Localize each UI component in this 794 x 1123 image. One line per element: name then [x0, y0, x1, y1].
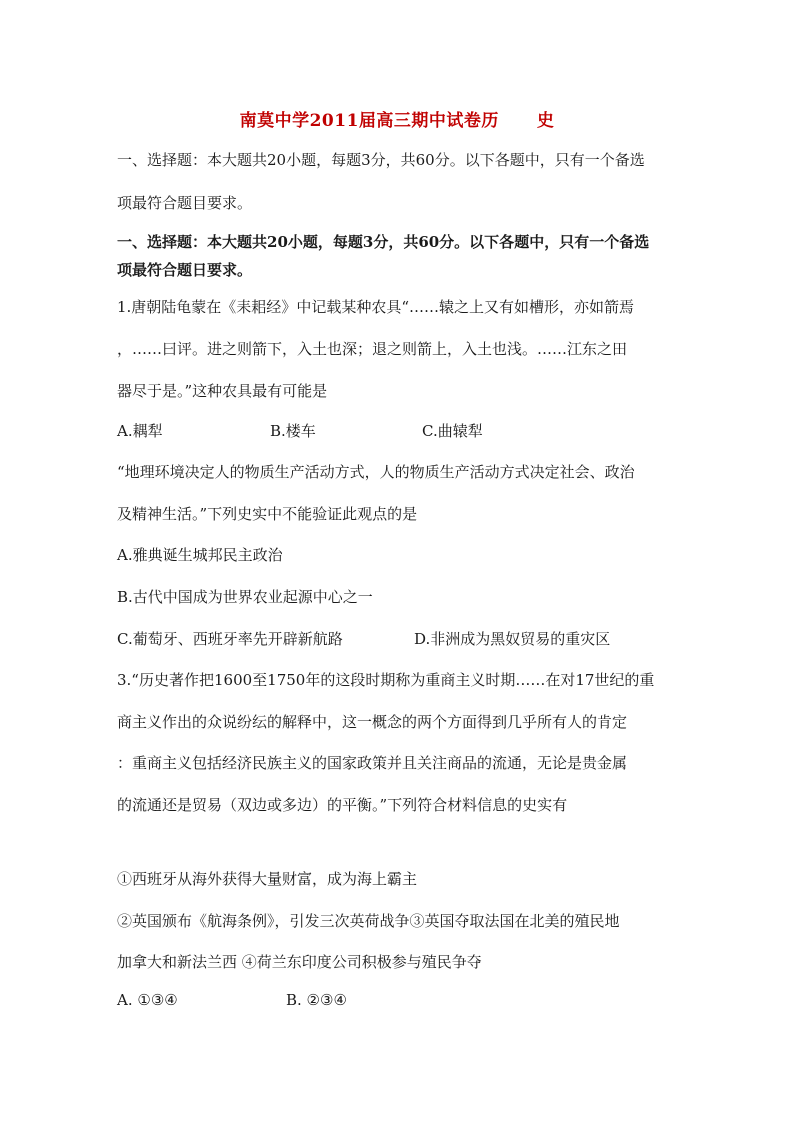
question-3-line4: 的流通还是贸易（双边或多边）的平衡。”下列符合材料信息的史实有: [117, 796, 568, 814]
question-2-option-b: B.古代中国成为世界农业起源中心之一: [117, 588, 373, 606]
question-3-option-b: B. ②③④: [286, 991, 347, 1009]
question-2-line1: “地理环境决定人的物质生产活动方式，人的物质生产活动方式决定社会、政治: [117, 463, 635, 481]
question-2-line2: 及精神生活。”下列史实中不能验证此观点的是: [117, 505, 418, 523]
title-main: 南莫中学2011届高三期中试卷历: [239, 111, 499, 131]
section-instructions-bold-line2: 项最符合题日要求。: [117, 261, 253, 279]
title-subject: 史: [536, 111, 555, 131]
question-3-item-3: 加拿大和新法兰西 ④荷兰东印度公司积极参与殖民争夺: [117, 953, 482, 971]
section-instructions-line1: 一、选择题：本大题共20小题，每题3分，共60分。以下各题中，只有一个备选: [117, 151, 645, 169]
question-3-item-1: ①西班牙从海外获得大量财富，成为海上霸主: [117, 870, 418, 888]
question-1-line3: 器尽于是。”这种农具最有可能是: [117, 382, 328, 400]
section-instructions-line2: 项最符合题目要求。: [117, 194, 253, 212]
question-1-option-a: A.耦犁: [117, 422, 163, 440]
section-instructions-bold-line1: 一、选择题：本大题共20小题，每题3分，共60分。以下各题中，只有一个备选: [117, 233, 650, 251]
question-3-line3: ：重商主义包括经济民族主义的国家政策并且关注商品的流通，无论是贵金属: [117, 754, 628, 772]
question-2-option-c: C.葡萄牙、西班牙率先开辟新航路: [117, 630, 343, 648]
question-3-option-a: A. ①③④: [117, 991, 178, 1009]
question-3-line1: 3.“历史著作把1600至1750年的这段时期称为重商主义时期……在对17世纪的重: [117, 671, 655, 689]
question-1-line1: 1.唐朝陆龟蒙在《耒耜经》中记载某种农具“……辕之上又有如槽形，亦如箭焉: [117, 298, 634, 316]
question-3-line2: 商主义作出的众说纷纭的解释中，这一概念的两个方面得到几乎所有人的肯定: [117, 713, 628, 731]
question-1-option-b: B.楼车: [270, 422, 316, 440]
page-title: [0, 106, 794, 131]
question-2-option-d: D.非洲成为黑奴贸易的重灾区: [414, 630, 611, 648]
question-3-item-2: ②英国颁布《航海条例》，引发三次英荷战争③英国夺取法国在北美的殖民地: [117, 912, 620, 930]
question-1-option-c: C.曲辕犁: [422, 422, 483, 440]
question-2-option-a: A.雅典诞生城邦民主政治: [117, 546, 283, 564]
question-1-line2: ，……曰评。进之则箭下，入土也深；退之则箭上，入土也浅。……江东之田: [117, 340, 628, 358]
